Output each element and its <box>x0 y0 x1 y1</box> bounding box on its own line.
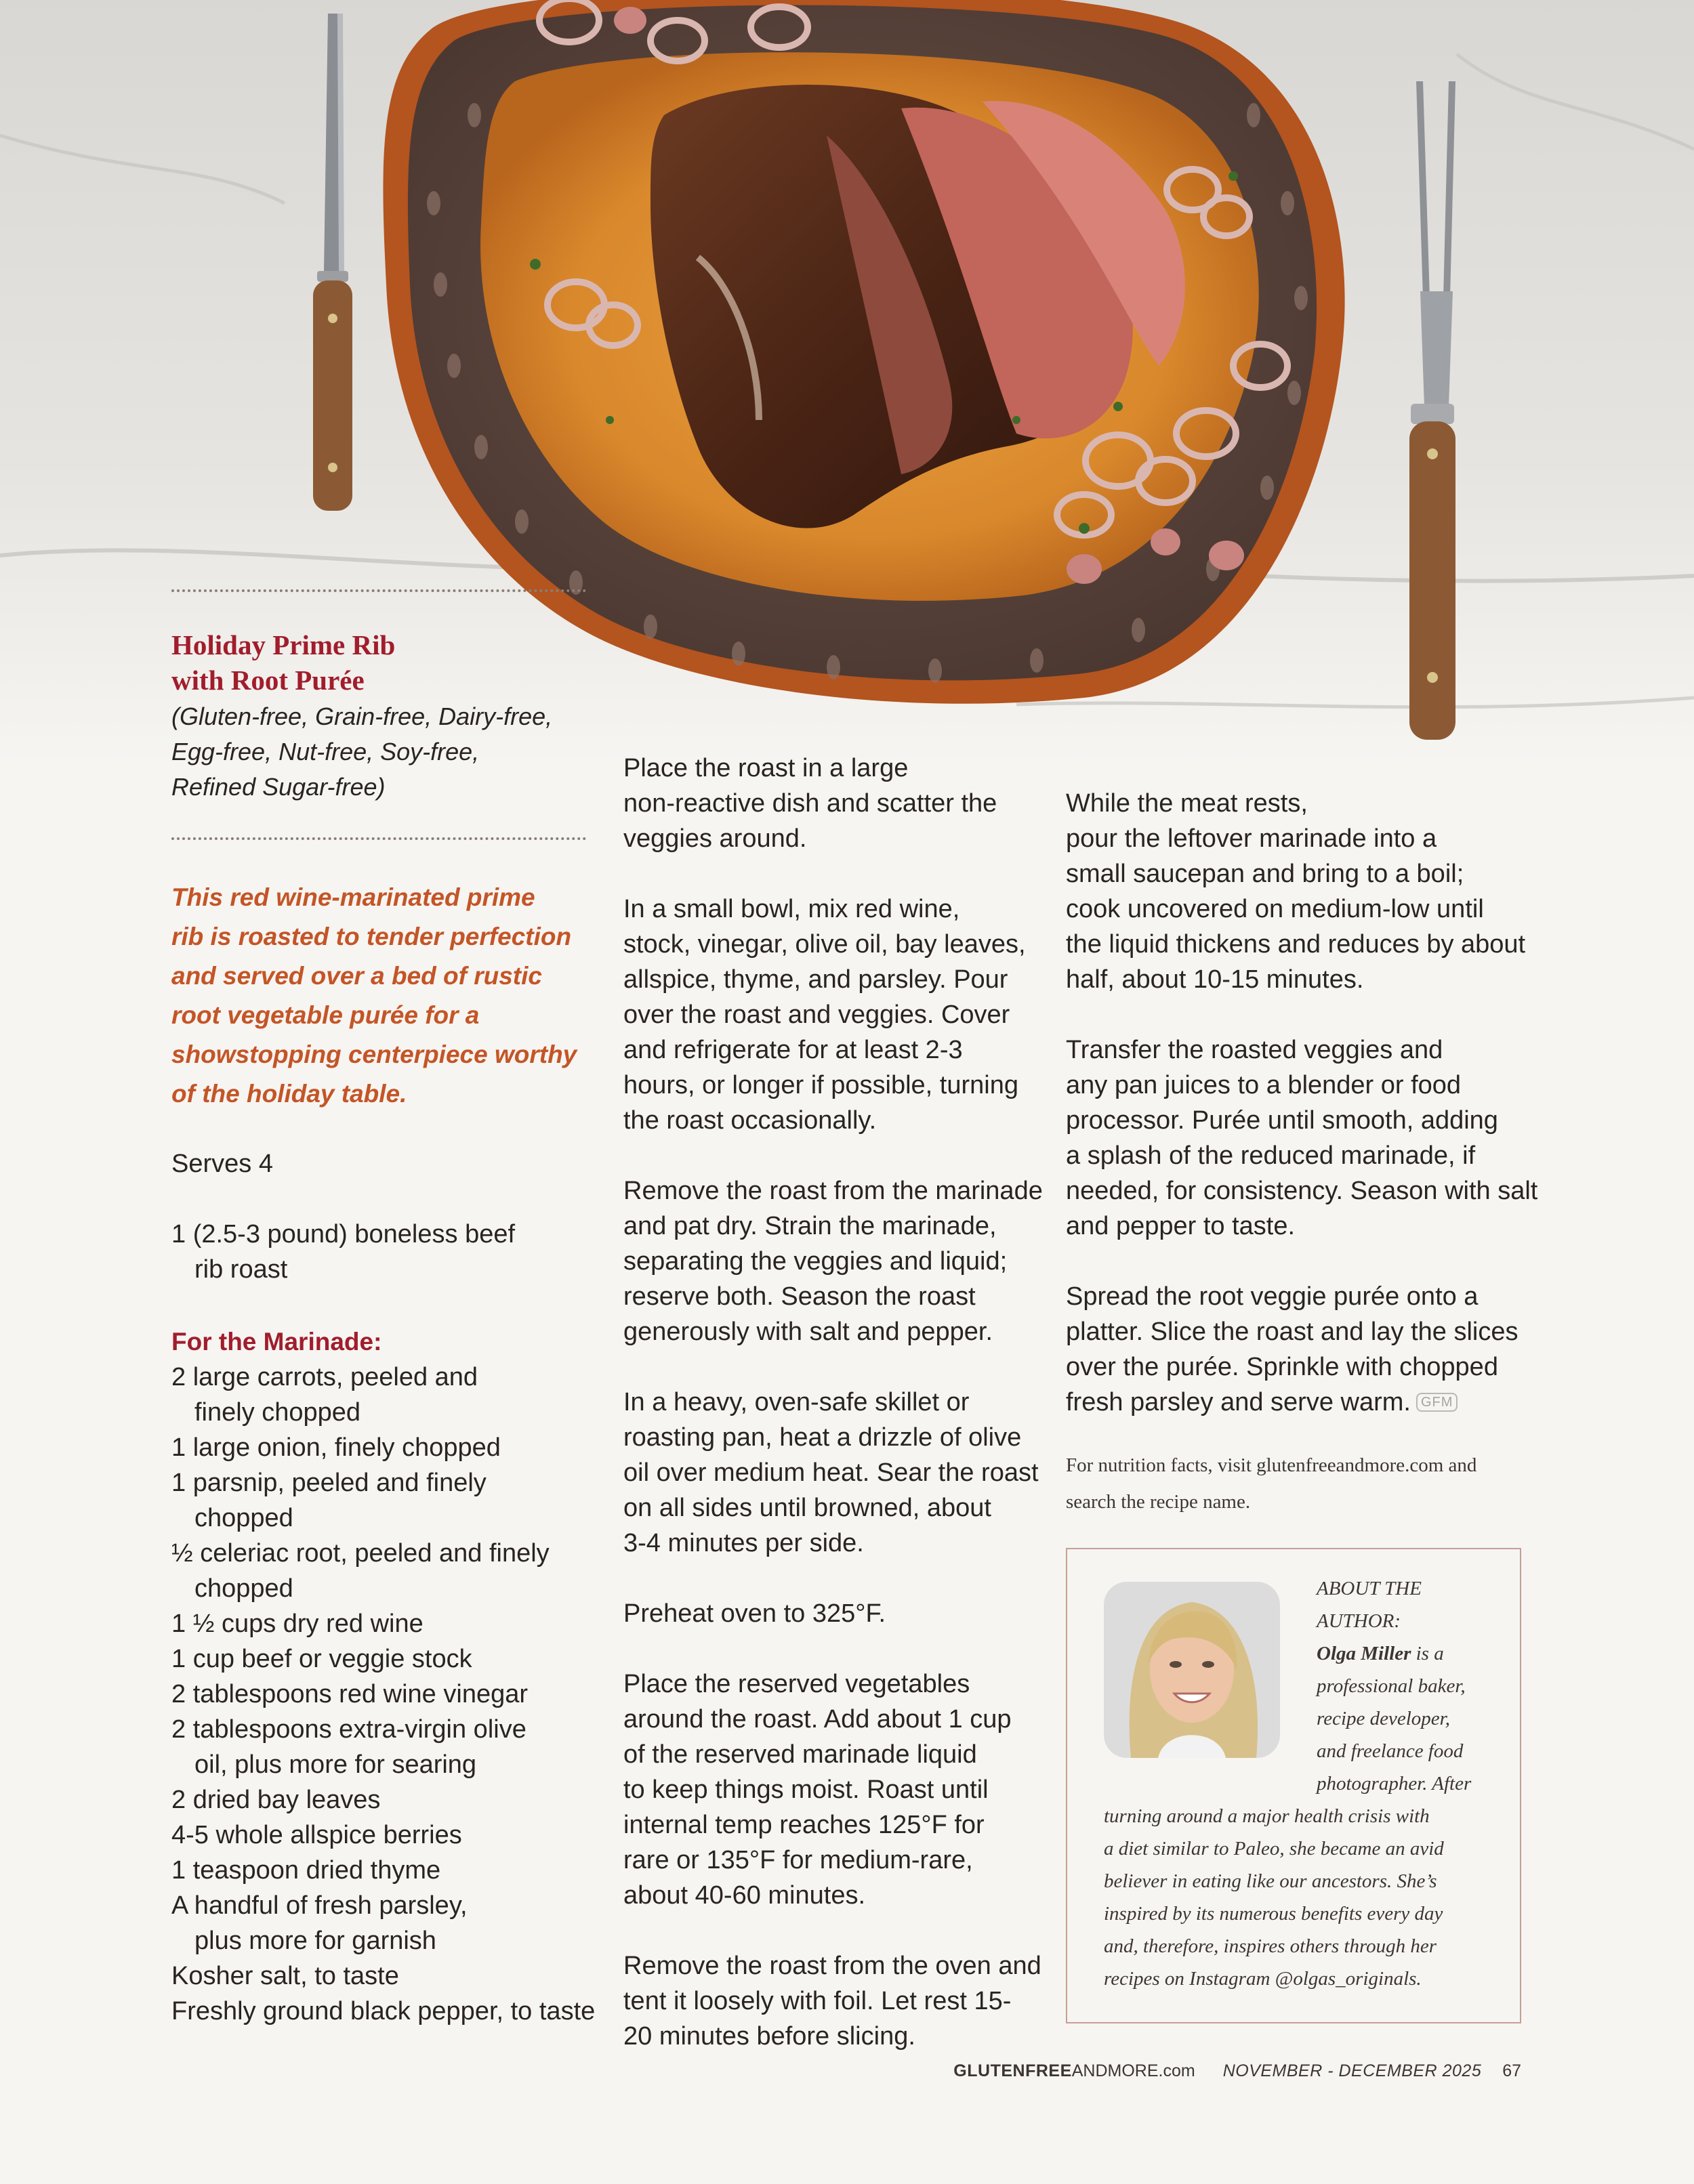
marinade-heading: For the Marinade: <box>171 1328 382 1356</box>
step-line: over the roast and veggies. Cover <box>623 1001 1010 1029</box>
ingredient-line: ½ celeriac root, peeled and finely <box>171 1539 550 1568</box>
step-line: reserve both. Season the roast <box>623 1282 976 1311</box>
step-line: Remove the roast from the oven and <box>623 1952 1041 1980</box>
step-line: roasting pan, heat a drizzle of olive <box>623 1423 1022 1452</box>
author-name-suffix: is a <box>1411 1643 1444 1664</box>
dietary-tags-line: Egg-free, Nut-free, Soy-free, <box>171 738 480 765</box>
ingredient-line: Freshly ground black pepper, to taste <box>171 1997 596 2025</box>
step-line-final <box>1066 1385 1533 1420</box>
step-line: Transfer the roasted veggies and <box>1066 1036 1443 1064</box>
step-line: and pepper to taste. <box>1066 1212 1296 1240</box>
step-line: While the meat rests, <box>1066 789 1308 818</box>
page-footer <box>953 2059 1521 2082</box>
author-bio-line: and freelance food <box>1317 1740 1464 1762</box>
step-line: separating the veggies and liquid; <box>623 1247 1008 1276</box>
ingredient-line: 4-5 whole allspice berries <box>171 1821 462 1849</box>
author-bio-line: photographer. After <box>1317 1773 1472 1794</box>
step-line: 20 minutes before slicing. <box>623 2022 915 2051</box>
step-line: needed, for consistency. Season with salt <box>1066 1177 1538 1205</box>
marinade-ingredient-list <box>171 1360 605 2029</box>
recipe-title <box>171 627 605 698</box>
step-line: and pat dry. Strain the marinade, <box>623 1212 997 1240</box>
instruction-step <box>623 1666 1050 1913</box>
serves-count: Serves 4 <box>171 1150 273 1178</box>
gfm-end-mark-icon: GFM <box>1416 1393 1458 1412</box>
step-line: on all sides until browned, about <box>623 1494 991 1522</box>
intro-line: and served over a bed of rustic <box>171 962 542 990</box>
ingredient-line: 1 parsnip, peeled and finely <box>171 1469 487 1497</box>
step-line: Spread the root veggie purée onto a <box>1066 1282 1479 1311</box>
page-number: 67 <box>1502 2061 1521 2080</box>
ingredient-line: 1 large onion, finely chopped <box>171 1433 501 1462</box>
step-line: any pan juices to a blender or food <box>1066 1071 1462 1099</box>
step-line: Place the reserved vegetables <box>623 1670 970 1698</box>
recipe-title-line-1: Holiday Prime Rib <box>171 629 396 660</box>
intro-line: of the holiday table. <box>171 1080 407 1108</box>
instructions-column-middle <box>623 751 1050 2089</box>
ingredient-line: 1 teaspoon dried thyme <box>171 1856 441 1885</box>
intro-line: rib is roasted to tender perfection <box>171 923 572 950</box>
step-line: cook uncovered on medium-low until <box>1066 895 1484 923</box>
author-bio-line: turning around a major health crisis with <box>1104 1805 1430 1827</box>
author-name: Olga Miller <box>1317 1643 1411 1664</box>
ingredient-line: 2 tablespoons extra-virgin olive <box>171 1715 526 1744</box>
instruction-step <box>623 751 1050 856</box>
step-line: the liquid thickens and reduces by about <box>1066 930 1526 959</box>
dietary-tags-line: (Gluten-free, Grain-free, Dairy-free, <box>171 702 553 730</box>
step-line: stock, vinegar, olive oil, bay leaves, <box>623 930 1026 959</box>
ingredient-line: chopped <box>194 1504 293 1532</box>
step-line: half, about 10-15 minutes. <box>1066 965 1364 994</box>
ingredient-line: 1 ½ cups dry red wine <box>171 1610 424 1638</box>
nutrition-note <box>1066 1447 1540 1520</box>
ingredient-line: 1 cup beef or veggie stock <box>171 1645 472 1673</box>
main-ingredient <box>171 1217 605 1287</box>
nutrition-note-line: search the recipe name. <box>1066 1491 1251 1513</box>
author-bio-line: believer in eating like our ancestors. She’s <box>1104 1870 1437 1892</box>
step-line: non-reactive dish and scatter the <box>623 789 997 818</box>
step-line: and refrigerate for at least 2-3 <box>623 1036 963 1064</box>
instruction-step <box>1066 786 1533 997</box>
ingredient-line: 2 large carrots, peeled and <box>171 1363 478 1391</box>
step-line: platter. Slice the roast and lay the slices <box>1066 1318 1519 1346</box>
step-line: rare or 135°F for medium-rare, <box>623 1846 973 1874</box>
top-dotted-rule <box>171 589 586 592</box>
step-line: In a small bowl, mix red wine, <box>623 895 960 923</box>
instruction-step <box>1066 1032 1538 1244</box>
site-name-bold: GLUTENFREE <box>953 2061 1072 2080</box>
step-line: generously with salt and pepper. <box>623 1318 993 1346</box>
site-name-light: ANDMORE <box>1071 2061 1159 2080</box>
step-line: the roast occasionally. <box>623 1106 877 1135</box>
instruction-step <box>623 891 1050 1138</box>
site-tld: .com <box>1158 2061 1195 2080</box>
step-line: oil over medium heat. Sear the roast <box>623 1458 1039 1487</box>
step-line: Preheat oven to 325°F. <box>623 1599 886 1628</box>
step-line: Place the roast in a large <box>623 754 909 782</box>
dietary-tags-line: Refined Sugar-free) <box>171 773 386 801</box>
step-line-text: fresh parsley and serve warm. <box>1066 1388 1411 1416</box>
step-line: tent it loosely with foil. Let rest 15- <box>623 1987 1012 2015</box>
ingredient-line: 2 dried bay leaves <box>171 1786 381 1814</box>
author-bio-line: professional baker, <box>1317 1675 1466 1697</box>
ingredient-line: oil, plus more for searing <box>194 1750 477 1779</box>
nutrition-note-line: For nutrition facts, visit glutenfreeandmore.com and <box>1066 1454 1477 1476</box>
step-line: a splash of the reduced marinade, if <box>1066 1141 1476 1170</box>
step-line: processor. Purée until smooth, adding <box>1066 1106 1498 1135</box>
instructions-column-right <box>1066 786 1538 1455</box>
author-photo <box>1104 1582 1280 1758</box>
instruction-step <box>623 1596 1050 1631</box>
author-heading: AUTHOR: <box>1317 1610 1401 1632</box>
intro-line: This red wine-marinated prime <box>171 883 535 911</box>
ingredient-line: 1 (2.5-3 pound) boneless beef <box>171 1220 516 1248</box>
step-line: around the roast. Add about 1 cup <box>623 1705 1012 1734</box>
middle-dotted-rule <box>171 837 586 840</box>
instruction-step <box>623 1948 1050 2054</box>
step-line: In a heavy, oven-safe skillet or <box>623 1388 970 1416</box>
dietary-tags <box>171 699 592 805</box>
recipe-intro <box>171 878 585 1114</box>
step-line: allspice, thyme, and parsley. Pour <box>623 965 1008 994</box>
ingredient-line: Kosher salt, to taste <box>171 1962 399 1990</box>
recipe-title-line-2: with Root Purée <box>171 665 365 696</box>
step-line: 3-4 minutes per side. <box>623 1529 864 1557</box>
step-line: about 40-60 minutes. <box>623 1881 866 1910</box>
ingredient-line: chopped <box>194 1574 293 1603</box>
step-line: small saucepan and bring to a boil; <box>1066 860 1464 888</box>
author-bio-line: recipe developer, <box>1317 1708 1450 1729</box>
step-line: to keep things moist. Roast until <box>623 1776 989 1804</box>
step-line: internal temp reaches 125°F for <box>623 1811 985 1839</box>
step-line: hours, or longer if possible, turning <box>623 1071 1018 1099</box>
ingredient-line: finely chopped <box>194 1398 361 1427</box>
author-box <box>1066 1548 1521 2023</box>
ingredient-line: A handful of fresh parsley, <box>171 1891 468 1920</box>
author-bio-line: and, therefore, inspires others through her <box>1104 1935 1437 1957</box>
instruction-step <box>623 1385 1050 1561</box>
author-bio-line: inspired by its numerous benefits every day <box>1104 1903 1443 1925</box>
step-line: of the reserved marinade liquid <box>623 1740 977 1769</box>
step-line: veggies around. <box>623 824 807 853</box>
step-line: Remove the roast from the marinade <box>623 1177 1043 1205</box>
ingredient-line: rib roast <box>194 1255 288 1284</box>
step-line: pour the leftover marinade into a <box>1066 824 1437 853</box>
intro-line: showstopping centerpiece worthy <box>171 1041 577 1068</box>
author-heading: ABOUT THE <box>1317 1578 1422 1599</box>
author-bio-line: a diet similar to Paleo, she became an avid <box>1104 1838 1444 1860</box>
issue-date: NOVEMBER - DECEMBER 2025 <box>1222 2061 1482 2080</box>
author-name-line <box>1317 1637 1444 1670</box>
step-line: over the purée. Sprinkle with chopped <box>1066 1353 1498 1381</box>
ingredient-line: plus more for garnish <box>194 1927 436 1955</box>
instruction-step <box>623 1173 1050 1349</box>
ingredient-line: 2 tablespoons red wine vinegar <box>171 1680 529 1708</box>
intro-line: root vegetable purée for a <box>171 1001 480 1029</box>
instruction-step <box>1066 1279 1533 1420</box>
author-bio-line: recipes on Instagram @olgas_originals. <box>1104 1968 1422 1990</box>
